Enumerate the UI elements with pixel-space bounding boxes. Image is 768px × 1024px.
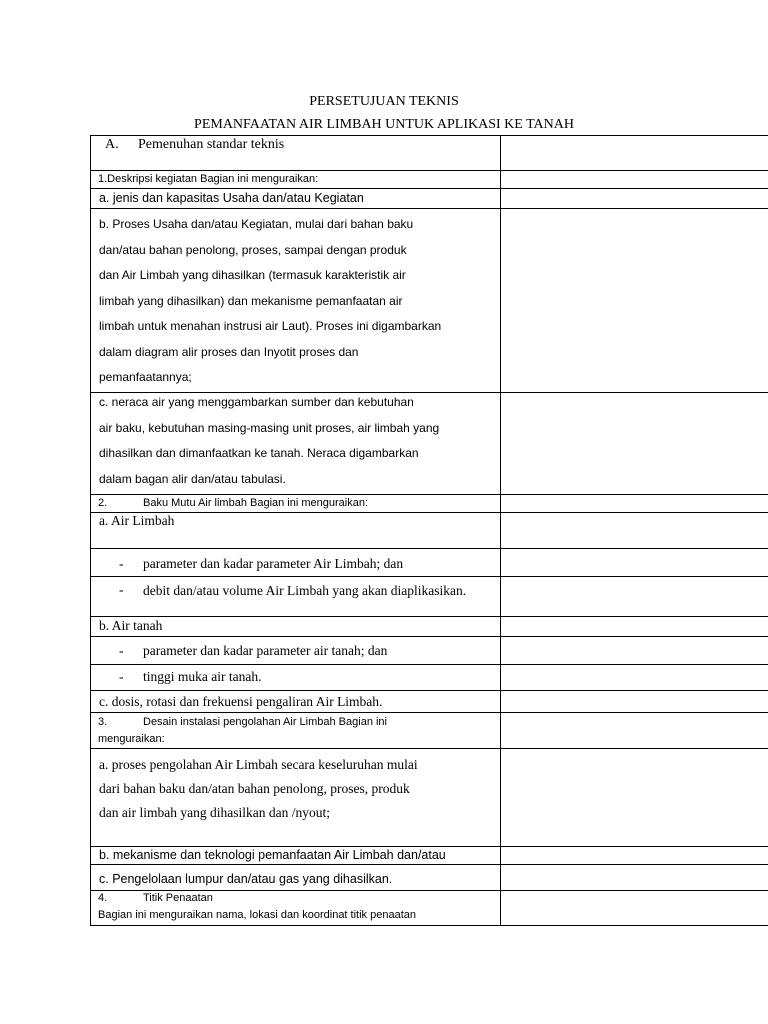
s1-heading: 1.Deskripsi kegiatan Bagian ini menguraikan: (98, 173, 319, 185)
s3-a-paragraph (99, 753, 493, 825)
s1-b-right-cell (500, 208, 768, 392)
s3-b-text: b. mekanisme dan teknologi pemanfaatan Air Limbah dan/atau (99, 848, 446, 862)
s1-c-line: c. neraca air yang menggambarkan sumber dan kebutuhan (99, 395, 414, 409)
s2-number: 2. (98, 497, 108, 509)
s2-c-text: c. dosis, rotasi dan frekuensi pengaliran Air Limbah. (99, 694, 383, 709)
s1-c-paragraph (99, 390, 493, 492)
s2-b-item-text: parameter dan kadar parameter air tanah; dan (143, 643, 388, 658)
s1-a-right-cell (500, 188, 768, 208)
s2-a-cell (90, 512, 500, 548)
s3-heading-line1: Desain instalasi pengolahan Air Limbah Bagian ini (143, 716, 387, 728)
s2-b-item-right-cell (500, 664, 768, 690)
s1-c-cell (90, 392, 500, 494)
s1-c-right-cell (500, 392, 768, 494)
s2-b-cell (90, 616, 500, 636)
s2-a-text: a. Air Limbah (99, 513, 175, 528)
s1-b-line: pemanfaatannya; (99, 370, 192, 384)
s1-b-line: limbah untuk menahan instrusi air Laut). Proses ini digambarkan (99, 319, 442, 333)
s4-description: Bagian ini menguraikan nama, lokasi dan koordinat titik penaatan (98, 909, 416, 921)
s1-b-line: dan Air Limbah yang dihasilkan (termasuk karakteristik air (99, 268, 406, 282)
s2-b-text: b. Air tanah (99, 618, 163, 633)
s2-a-item-text: parameter dan kadar parameter Air Limbah; dan (143, 556, 404, 571)
section-a-cell (90, 135, 500, 170)
table-bottom-border (90, 925, 768, 926)
s1-b-cell (90, 208, 500, 392)
s3-number: 3. (98, 716, 108, 728)
s1-a-text: a. jenis dan kapasitas Usaha dan/atau Kegiatan (99, 191, 364, 205)
s1-heading-cell (90, 170, 500, 188)
s4-number: 4. (98, 892, 108, 904)
s2-b-right-cell (500, 616, 768, 636)
s3-b-cell (90, 846, 500, 864)
s3-heading-right-cell (500, 712, 768, 748)
s2-b-item-text: tinggi muka air tanah. (143, 669, 262, 684)
s2-b-item-cell (90, 664, 500, 690)
s2-a-right-cell (500, 512, 768, 548)
s1-b-paragraph (99, 212, 493, 391)
s1-b-line: dan/atau bahan penolong, proses, sampai dengan produk (99, 242, 407, 257)
s1-b-line: b. Proses Usaha dan/atau Kegiatan, mulai dari bahan baku (99, 217, 414, 231)
s4-heading: Titik Penaatan (143, 892, 213, 904)
s1-c-line: air baku, kebutuhan masing-masing unit proses, air limbah yang (99, 420, 440, 435)
s2-c-right-cell (500, 690, 768, 712)
s4-right-cell (500, 890, 768, 925)
s2-a-item-cell (90, 576, 500, 616)
s1-c-line: dalam bagan alir dan/atau tabulasi. (99, 471, 286, 486)
s1-b-line: dalam diagram alir proses dan Inyotit proses dan (99, 344, 359, 359)
s2-heading-right-cell (500, 494, 768, 512)
s3-heading-cell (90, 712, 500, 748)
s2-a-item-text: debit dan/atau volume Air Limbah yang akan diaplikasikan. (143, 583, 467, 598)
s3-c-cell (90, 864, 500, 890)
section-a-title: Pemenuhan standar teknis (138, 137, 285, 152)
s2-a-item-right-cell (500, 548, 768, 576)
s2-b-item-cell (90, 636, 500, 664)
s3-a-line: dari bahan baku dan/atan bahan penolong, proses, produk (99, 781, 410, 796)
s3-a-line: dan air limbah yang dihasilkan dan /nyout; (99, 805, 330, 820)
document-title-line2: PEMANFAATAN AIR LIMBAH UNTUK APLIKASI KE TANAH (194, 117, 574, 132)
s1-a-cell (90, 188, 500, 208)
section-a-letter: A. (105, 137, 119, 152)
s1-heading-right-cell (500, 170, 768, 188)
s3-heading-line2: menguraikan: (98, 733, 165, 745)
s2-b-item-bullet: - (119, 643, 124, 658)
s2-a-item-bullet: - (119, 556, 124, 571)
s2-b-item-right-cell (500, 636, 768, 664)
s1-c-line: dihasilkan dan dimanfaatkan ke tanah. Neraca digambarkan (99, 446, 419, 460)
s3-c-right-cell (500, 864, 768, 890)
s3-a-line: a. proses pengolahan Air Limbah secara keseluruhan mulai (99, 757, 418, 772)
s2-c-cell (90, 690, 500, 712)
document-title-line1: PERSETUJUAN TEKNIS (309, 94, 459, 109)
s2-b-item-bullet: - (119, 669, 124, 684)
section-a-right-cell (500, 135, 768, 170)
s3-a-cell (90, 748, 500, 846)
s4-cell (90, 890, 500, 925)
s2-heading-cell (90, 494, 500, 512)
s3-b-right-cell (500, 846, 768, 864)
s3-a-right-cell (500, 748, 768, 846)
s2-heading: Baku Mutu Air limbah Bagian ini menguraikan: (143, 497, 369, 509)
s2-a-item-right-cell (500, 576, 768, 616)
s1-b-line: limbah yang dihasilkan) dan mekanisme pemanfaatan air (99, 293, 403, 308)
s3-c-text: c. Pengelolaan lumpur dan/atau gas yang dihasilkan. (99, 872, 393, 886)
s2-a-item-bullet: - (119, 582, 124, 597)
s2-a-item-cell (90, 548, 500, 576)
